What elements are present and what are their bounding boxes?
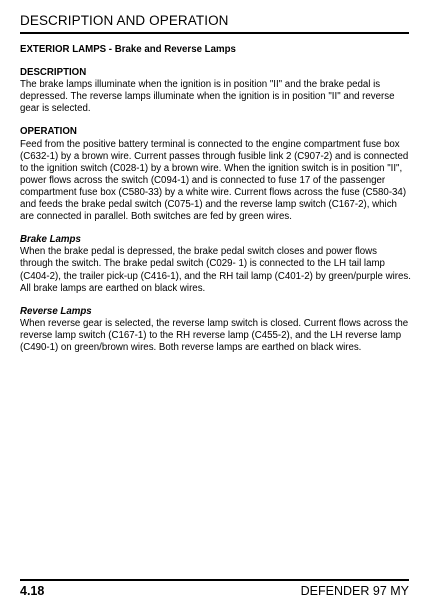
description-heading: DESCRIPTION [20, 67, 87, 79]
section-title: EXTERIOR LAMPS - Brake and Reverse Lamps [20, 44, 236, 55]
reverse-lamps-heading: Reverse Lamps [20, 305, 92, 317]
reverse-lamps-text: When reverse gear is selected, the reverse lamp switch is closed. Current flows across the reverse lamp switch (C167-1) to the RH reverse lamp (C455-2), and the LH reverse lamp (C490-1) on green/brown wires. Both reverse lamps are earthed on black wires. [20, 317, 409, 353]
operation-text: Feed from the positive battery terminal is connected to the engine compartment fuse box (C632-1) by a brown wire. Current passes through fusible link 2 (C907-2) and is connected to the ignition switch (C028-1) by a brown wire. When the ignition switch is in position "II", power flows across the switch (C094-1) and is connected to fuse 17 of the passenger compartment fuse box (C580-33) by a white wire. Current flows across the fuse (C580-34) and feeds the brake pedal switch (C075-1) and the reverse lamp switch (C167-2), which are connected in parallel. Both switches are fed by green wires. [20, 138, 409, 223]
brake-lamps-text: When the brake pedal is depressed, the brake pedal switch closes and power flows through the switch. The brake pedal switch (C029- 1) is connected to the LH tail lamp (C404-2), the trailer pick-up (C416-1), and the RH tail lamp (C401-2) by green/purple wires. All brake lamps are earthed on black wires. [20, 246, 411, 294]
description-text: The brake lamps illuminate when the ignition is in position "II" and the brake pedal is depressed. The reverse lamps illuminate when the ignition is in position "II" and reverse gear is selected. [20, 79, 395, 115]
page-number: 4.18 [20, 584, 45, 598]
brake-lamps-heading: Brake Lamps [20, 234, 81, 246]
page-content [20, 44, 412, 365]
model-label: DEFENDER 97 MY [300, 584, 409, 598]
operation-heading: OPERATION [20, 126, 77, 138]
page-header-title: DESCRIPTION AND OPERATION [20, 13, 409, 34]
page-footer [20, 579, 409, 599]
